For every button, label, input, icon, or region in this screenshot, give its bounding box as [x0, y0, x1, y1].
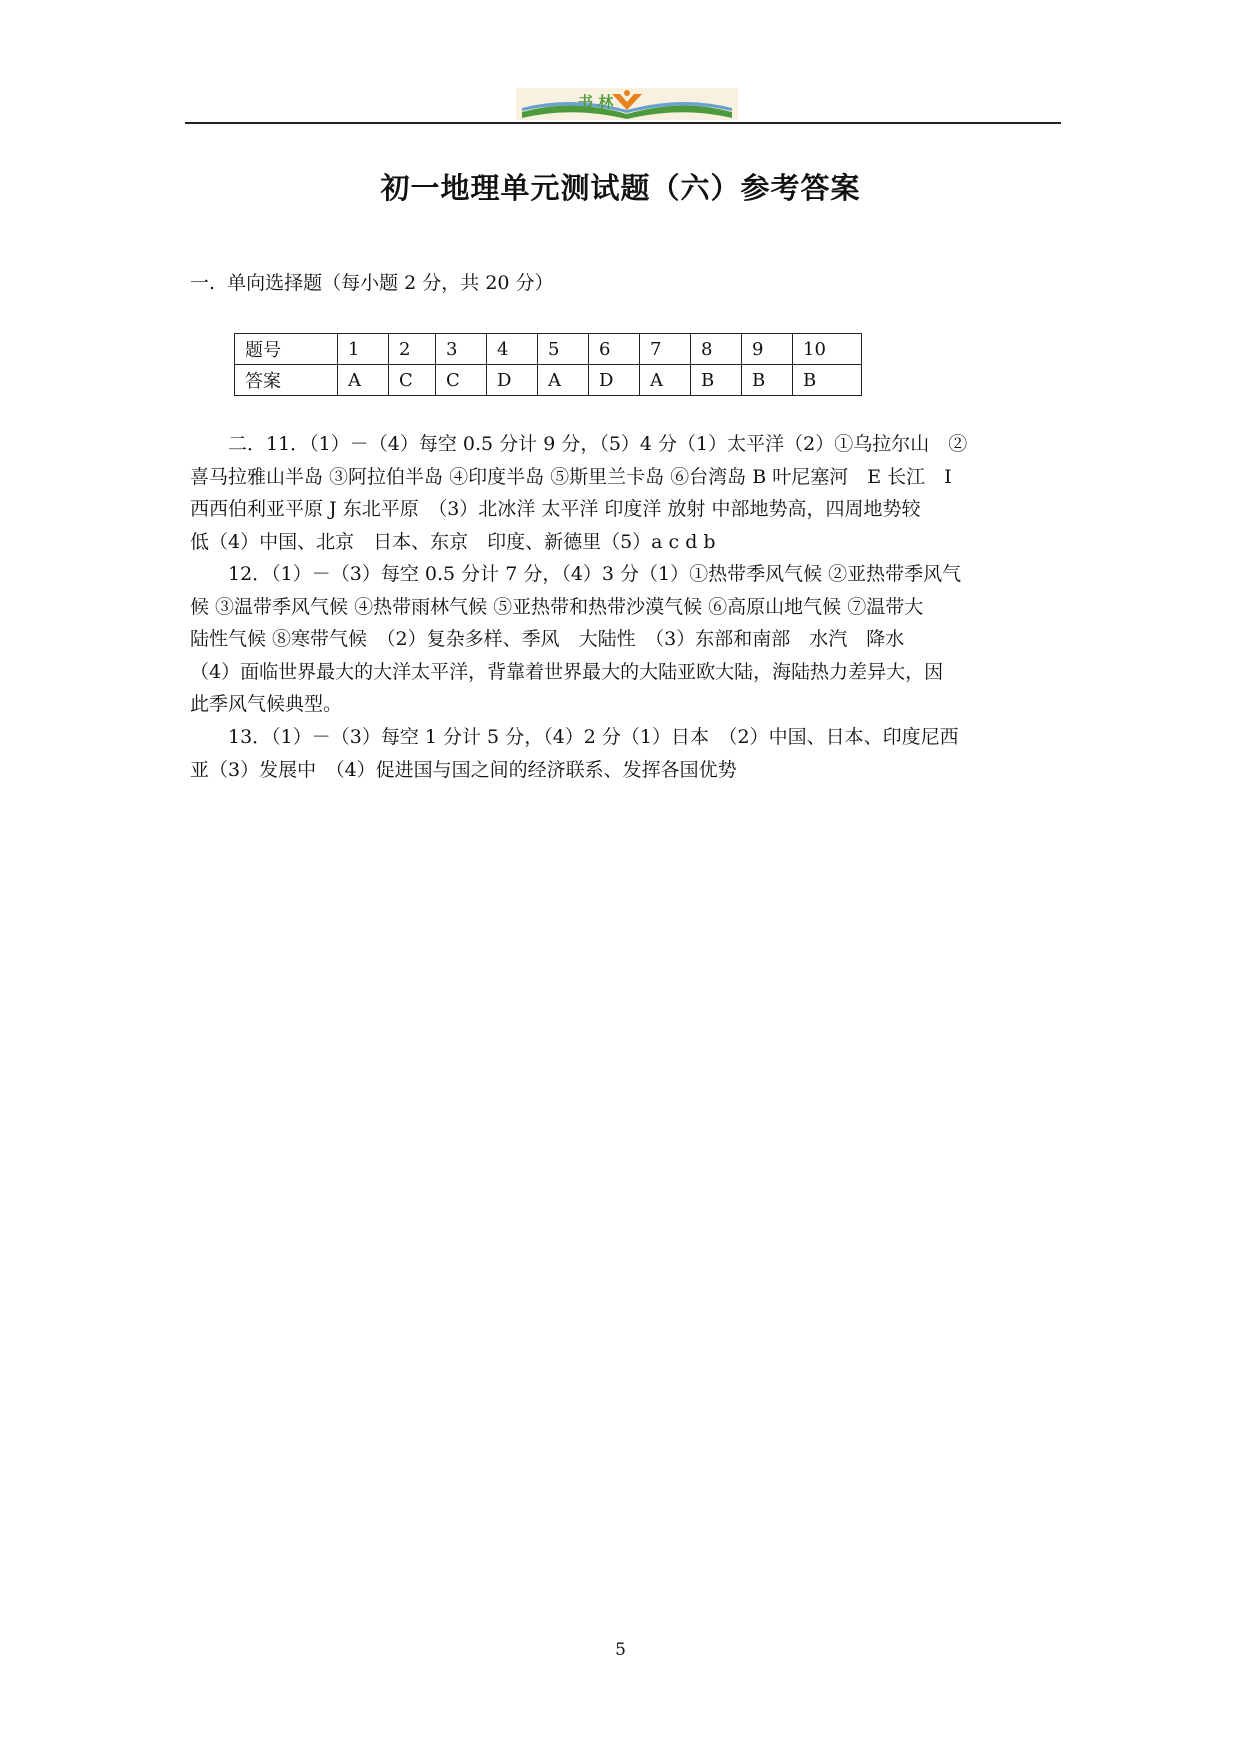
header-divider: [185, 122, 1061, 124]
emblem-dot: [624, 90, 630, 96]
table-cell: 7: [640, 334, 691, 365]
table-cell: 1: [338, 334, 389, 365]
table-row-label: 题号: [235, 334, 338, 365]
table-cell: B: [691, 365, 742, 396]
section1-heading: 一. 单向选择题（每小题 2 分，共 20 分）: [190, 272, 554, 294]
table-cell: B: [742, 365, 793, 396]
answer-paragraph-q13: [190, 721, 1056, 786]
logo-text: 书 林: [578, 93, 614, 111]
table-cell: C: [389, 365, 436, 396]
table-cell: 4: [487, 334, 538, 365]
answer-paragraph-q11: [190, 428, 1056, 558]
table-cell: 2: [389, 334, 436, 365]
header-logo: [516, 88, 738, 120]
text-line: 亚（3）发展中 （4）促进国与国之间的经济联系、发挥各国优势: [190, 758, 737, 781]
answer-table: [234, 333, 862, 396]
table-row-label: 答案: [235, 365, 338, 396]
table-cell: A: [640, 365, 691, 396]
text-line: 12．（1）－（3）每空 0.5 分计 7 分，（4）3 分（1）①热带季风气候 ②亚热带季风气: [190, 563, 962, 585]
table-cell: 5: [538, 334, 589, 365]
table-cell: B: [793, 365, 862, 396]
table-cell: A: [538, 365, 589, 396]
table-cell: 9: [742, 334, 793, 365]
answer-paragraph-q12: [190, 558, 1056, 721]
text-line: 此季风气候典型。: [190, 693, 343, 715]
page-title: 初一地理单元测试题（六）参考答案: [380, 171, 861, 205]
text-line: 西西伯利亚平原 J 东北平原 （3）北冰洋 太平洋 印度洋 放射 中部地势高，四周地势较: [190, 498, 921, 520]
text-line: 13．（1）－（3）每空 1 分计 5 分，（4）2 分（1）日本 （2）中国、日本、印度尼西: [190, 726, 959, 748]
table-cell: 10: [793, 334, 862, 365]
table-cell: D: [487, 365, 538, 396]
table-row-answers: [235, 365, 862, 396]
table-cell: C: [436, 365, 487, 396]
text-line: 低（4）中国、北京 日本、东京 印度、新德里（5）a c d b: [190, 530, 716, 553]
table-cell: 8: [691, 334, 742, 365]
table-cell: 6: [589, 334, 640, 365]
text-line: 陆性气候 ⑧寒带气候 （2）复杂多样、季风 大陆性 （3）东部和南部 水汽 降水: [190, 628, 905, 650]
text-line: 候 ③温带季风气候 ④热带雨林气候 ⑤亚热带和热带沙漠气候 ⑥高原山地气候 ⑦温带大: [190, 595, 924, 618]
table-row-numbers: [235, 334, 862, 365]
text-line: 二．11．（1）－（4）每空 0.5 分计 9 分，（5）4 分（1）太平洋（2）①乌拉尔山 ②: [190, 433, 968, 455]
table-cell: D: [589, 365, 640, 396]
table-cell: A: [338, 365, 389, 396]
text-line: （4）面临世界最大的大洋太平洋，背靠着世界最大的大陆亚欧大陆，海陆热力差异大，因: [190, 660, 944, 683]
table-cell: 3: [436, 334, 487, 365]
page-number: 5: [615, 1640, 626, 1660]
text-line: 喜马拉雅山半岛 ③阿拉伯半岛 ④印度半岛 ⑤斯里兰卡岛 ⑥台湾岛 B 叶尼塞河 E 长江 I: [190, 465, 952, 488]
